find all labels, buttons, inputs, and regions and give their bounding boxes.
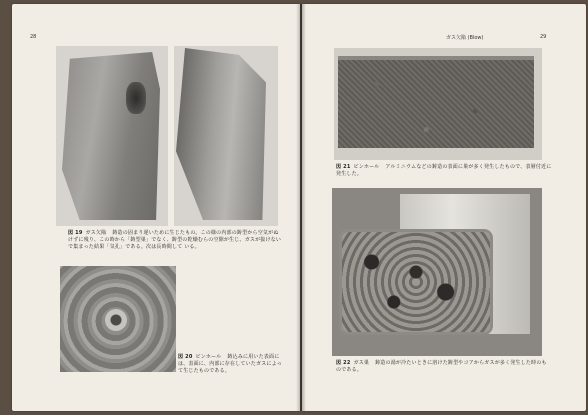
figure-label: 図 21 — [336, 164, 351, 170]
figure-20-photo — [60, 266, 176, 372]
figure-21-caption — [336, 164, 554, 178]
figure-19-photo-left-block — [56, 46, 168, 226]
figure-label: 図 20 — [178, 354, 193, 360]
specimen-block — [62, 52, 160, 220]
figure-19-photo-right-block — [174, 46, 278, 226]
figure-text: 鋳造の湯が冷たいときに溶けた鋳型やコアからガスが多く発生した時のものである。 — [336, 360, 547, 374]
figure-label: 図 22 — [336, 360, 351, 366]
figure-text: 鋳造の固まり遅いために生じたもの。この様の内部の鋳型から空気がぬけずに残り、この時から「鋳型巣」でなく、鋳型の乾燥むらの空隙が生じ、ガスが抜けないで集まった結果「気孔」である。次は長時間して いる。 — [68, 230, 282, 251]
book-gutter — [296, 4, 306, 411]
figure-text: 鋳込みに用いた表面には、表面に、内部に存在していたガスによって生じたものである。 — [178, 354, 283, 375]
specimen-block — [176, 48, 266, 220]
page-number-right: 29 — [540, 34, 547, 40]
right-page — [302, 4, 586, 411]
specimen-slab — [338, 56, 534, 148]
figure-label: 図 19 — [68, 230, 83, 236]
figure-title: ガス巣 — [353, 360, 370, 366]
figure-text: アルミニウムなどの鋳造の表面に巣が多く発生したもので、表層付近に発生した。 — [336, 164, 552, 178]
left-page — [12, 4, 300, 411]
figure-title: ガス欠陥 — [85, 230, 107, 236]
figure-title: ピンホール — [195, 354, 222, 360]
figure-title: ピンホール — [353, 164, 380, 170]
running-header: ガス欠陥 (Blow) — [446, 35, 484, 41]
cavity-hole — [126, 82, 146, 114]
figure-22-caption — [336, 360, 550, 374]
figure-21-photo — [334, 48, 542, 160]
figure-19-caption — [68, 230, 282, 252]
page-number-left: 28 — [30, 34, 37, 40]
figure-22-photo — [332, 188, 542, 356]
disc-center — [105, 309, 127, 331]
figure-20-caption — [178, 354, 286, 376]
porous-specimen — [342, 232, 490, 332]
